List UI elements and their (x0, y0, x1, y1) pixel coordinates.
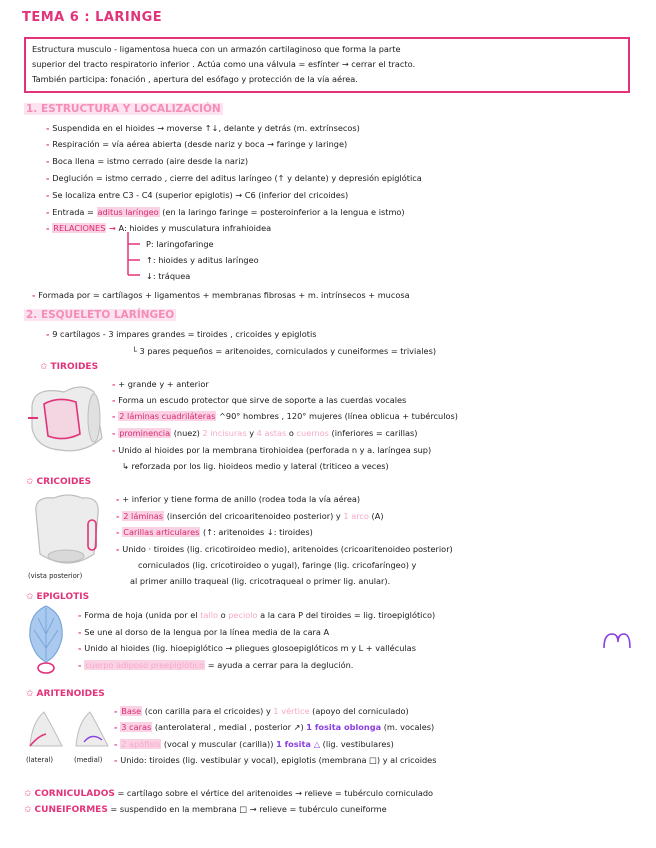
intro-line: Estructura musculo - ligamentosa hueca con un armazón cartilaginoso que forma la parte (32, 44, 401, 54)
epiglotis-label: ✩ EPIGLOTIS (26, 592, 90, 602)
cricoides-line: - Unido · tiroides (lig. cricotiroideo medio), aritenoides (cricoaritenoideo posterior) (116, 544, 453, 554)
star-icon: ✩ (24, 789, 32, 799)
cricoides-label: ✩ CRICOIDES (26, 477, 92, 487)
list-item: - Deglución = istmo cerrado , cierre del aditus laríngeo (↑ y delante) y depresión epiglótica (46, 173, 422, 183)
arytenoid-figure (24, 706, 114, 754)
star-icon: ✩ (24, 805, 32, 815)
relations-label: RELACIONES (53, 223, 106, 233)
list-item: - Boca llena = istmo cerrado (aire desde la nariz) (46, 156, 249, 166)
cricoides-line: - + inferior y tiene forma de anillo (rodea toda la vía aérea) (116, 494, 361, 504)
star-icon: ✩ (26, 592, 34, 602)
section2-heading: 2. ESQUELETO LARÍNGEO (26, 309, 175, 321)
star-icon: ✩ (40, 362, 48, 372)
cricoides-line: al primer anillo traqueal (lig. cricotraqueal o primer lig. anular). (130, 576, 391, 586)
cartilage-line: └ 3 pares pequeños = aritenoides, corniculados y cuneiformes = triviales) (132, 346, 437, 356)
tiroides-line: - prominencia (nuez) 2 incisuras y 4 astas o cuernos (inferiores = carillas) (112, 428, 418, 438)
formed-by-line: - Formada por = cartílagos + ligamentos + membranas fibrosas + m. intrínsecos + mucosa (32, 290, 410, 300)
star-icon: ✩ (26, 477, 34, 487)
epiglotis-line: - Unido al hioides (lig. hioepiglótico → pliegues glosoepiglóticos m y L + valléculas (78, 643, 416, 653)
list-item: - Se localiza entre C3 - C4 (superior epiglotis) → C6 (inferior del cricoides) (46, 190, 349, 200)
epiglotis-line: - cuerpo adiposo preepiglótico = ayuda a cerrar para la deglución. (78, 660, 354, 670)
intro-line: superior del tracto respiratorio inferior . Actúa como una válvula = esfínter → cerrar el tracto. (32, 59, 416, 69)
cartilage-line: - 9 cartílagos - 3 impares grandes = tiroides , cricoides y epiglotis (46, 329, 317, 339)
section1-heading: 1. ESTRUCTURA Y LOCALIZACIÓN (26, 103, 221, 115)
aritenoides-line: - 3 caras (anterolateral , medial , posterior ↗) 1 fosita oblonga (m. vocales) (114, 722, 435, 732)
tiroides-line: ↳ reforzada por los lig. hioideos medio y lateral (triticeo a veces) (122, 461, 389, 471)
vallecula-icon (600, 628, 634, 652)
epiglotis-line: - Se une al dorso de la lengua por la línea media de la cara A (78, 627, 330, 637)
relation-item: P: laringofaringe (146, 239, 214, 249)
list-item: - Respiración = vía aérea abierta (desde nariz y boca → faringe y laringe) (46, 139, 348, 149)
corniculados-line: ✩ CORNICULADOS = cartílago sobre el vértice del aritenoides → relieve = tubérculo corniculado (24, 788, 434, 799)
relation-item: ↑: hioides y aditus laríngeo (146, 255, 259, 265)
relations-bracket (124, 230, 144, 280)
tiroides-line: - Forma un escudo protector que sirve de soporte a las cuerdas vocales (112, 395, 407, 405)
relation-item: ↓: tráquea (146, 271, 191, 281)
arytenoid-caption-medial: (medial) (74, 756, 103, 764)
aritenoides-line: - Base (con carilla para el cricoides) y 1 vértice (apoyo del corniculado) (114, 706, 409, 716)
thyroid-figure (24, 378, 114, 460)
cricoides-line: corniculados (lig. cricotiroideo o yugal), faringe (lig. cricofaríngeo) y (138, 560, 417, 570)
aritenoides-label: ✩ ARITENOIDES (26, 689, 105, 699)
intro-box (24, 37, 630, 93)
cricoides-caption: (vista posterior) (28, 572, 83, 580)
cricoid-figure (24, 492, 110, 572)
page-title: TEMA 6 : LARINGE (22, 10, 163, 25)
epiglotis-line: - Forma de hoja (unida por el tallo o peciolo a la cara P del tiroides = lig. tiroepiglótico) (78, 610, 436, 620)
arytenoid-caption-lateral: (lateral) (26, 756, 54, 764)
cricoides-line: - 2 láminas (inserción del cricoaritenoideo posterior) y 1 arco (A) (116, 511, 384, 521)
epiglottis-figure (24, 604, 68, 676)
aritenoides-line: - Unido: tiroides (lig. vestibular y vocal), epiglotis (membrana □) y al cricoides (114, 755, 437, 765)
tiroides-line: - 2 láminas cuadriláteras ^90° hombres , 120° mujeres (línea oblicua + tubérculos) (112, 411, 458, 421)
star-icon: ✩ (26, 689, 34, 699)
tiroides-line: - + grande y + anterior (112, 379, 209, 389)
list-item: - Suspendida en el hioides → moverse ↑↓, delante y detrás (m. extrínsecos) (46, 123, 360, 133)
cricoides-line: - Carillas articulares (↑: aritenoides ↓: tiroides) (116, 527, 313, 537)
tiroides-line: - Unido al hioides por la membrana tirohioidea (perforada n y a. laríngea sup) (112, 445, 432, 455)
list-item-entrada: - Entrada = aditus laríngeo (en la laringo faringe = posteroinferior a la lengua e istmo) (46, 207, 405, 217)
tiroides-label: ✩ TIROIDES (40, 362, 99, 372)
relations-block: - RELACIONES → A: hioides y musculatura infrahioidea (46, 223, 272, 233)
intro-line: También participa: fonación , apertura del esófago y protección de la vía aérea. (32, 74, 358, 84)
cuneiformes-line: ✩ CUNEIFORMES = suspendido en la membrana □ → relieve = tubérculo cuneiforme (24, 804, 387, 815)
aritenoides-line: - 2 apófisis (vocal y muscular (carilla)) 1 fosita △ (lig. vestibulares) (114, 739, 394, 749)
